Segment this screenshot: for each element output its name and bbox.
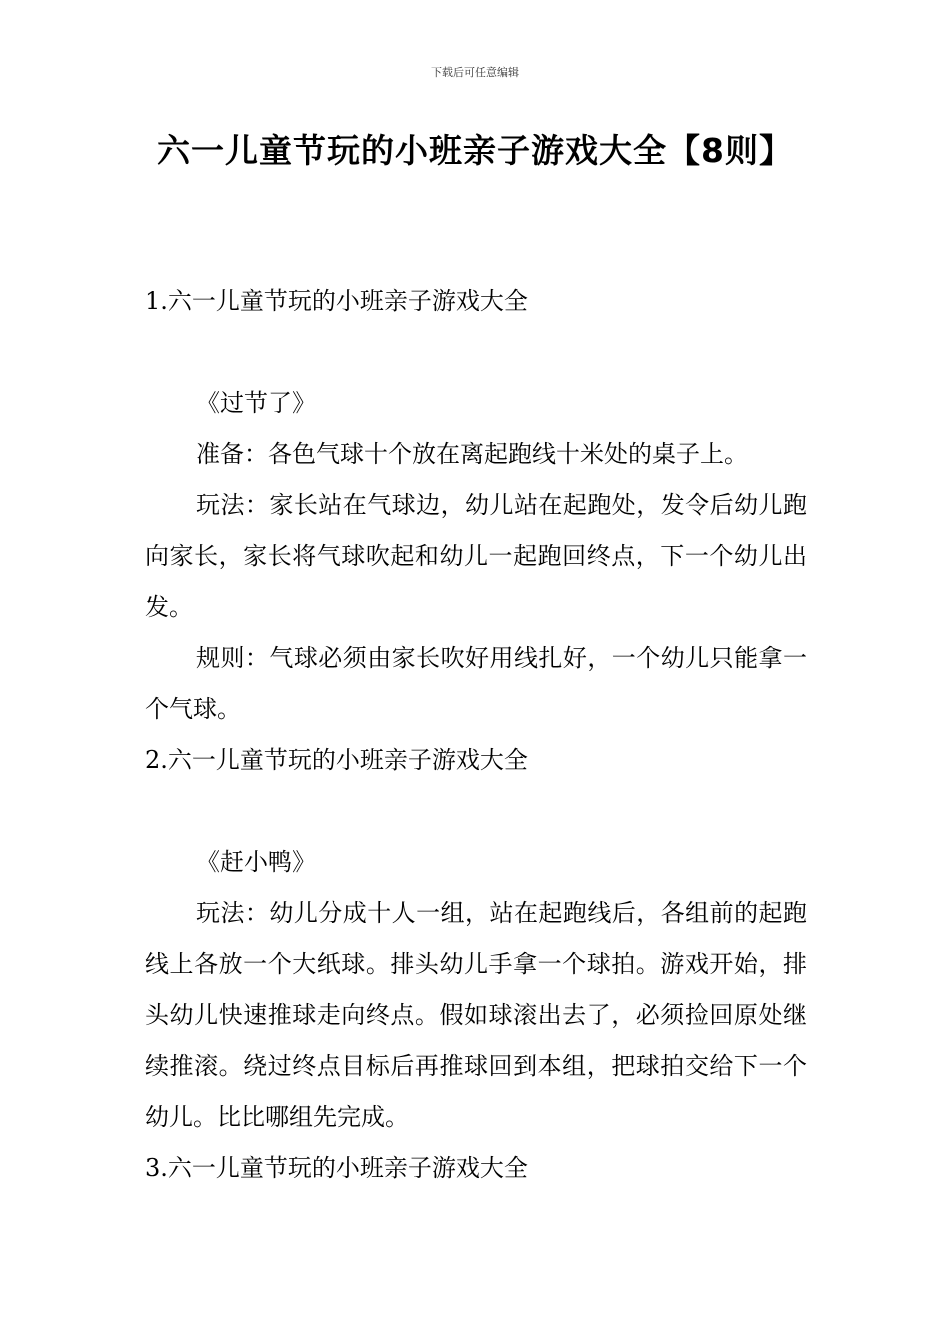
- section-3: [145, 1143, 807, 1194]
- section-heading: 2.六一儿童节玩的小班亲子游戏大全: [145, 746, 528, 774]
- document-title: 六一儿童节玩的小班亲子游戏大全【8则】: [157, 131, 793, 170]
- paragraph-preparation: 准备：各色气球十个放在离起跑线十米处的桌子上。: [196, 440, 748, 468]
- game-name: 《赶小鸭》: [196, 848, 316, 876]
- document-body: [145, 276, 807, 1194]
- section-spacer: [145, 786, 807, 837]
- section-spacer: [145, 327, 807, 378]
- section-2: [145, 735, 807, 1143]
- section-1: [145, 276, 807, 735]
- page-header-note: 下载后可任意编辑: [431, 66, 519, 79]
- paragraph-gameplay: 玩法：家长站在气球边，幼儿站在起跑处，发令后幼儿跑向家长，家长将气球吹起和幼儿一起跑回终点，下一个幼儿出发。: [145, 491, 807, 621]
- paragraph-gameplay: 玩法：幼儿分成十人一组，站在起跑线后，各组前的起跑线上各放一个大纸球。排头幼儿手拿一个球拍。游戏开始，排头幼儿快速推球走向终点。假如球滚出去了，必须捡回原处继续推滚。绕过终点目标后再推球回到本组，把球拍交给下一个幼儿。比比哪组先完成。: [145, 899, 807, 1131]
- section-heading: 3.六一儿童节玩的小班亲子游戏大全: [145, 1154, 528, 1182]
- paragraph-rules: 规则：气球必须由家长吹好用线扎好，一个幼儿只能拿一个气球。: [145, 644, 807, 723]
- section-heading: 1.六一儿童节玩的小班亲子游戏大全: [145, 287, 528, 315]
- game-name: 《过节了》: [196, 389, 316, 417]
